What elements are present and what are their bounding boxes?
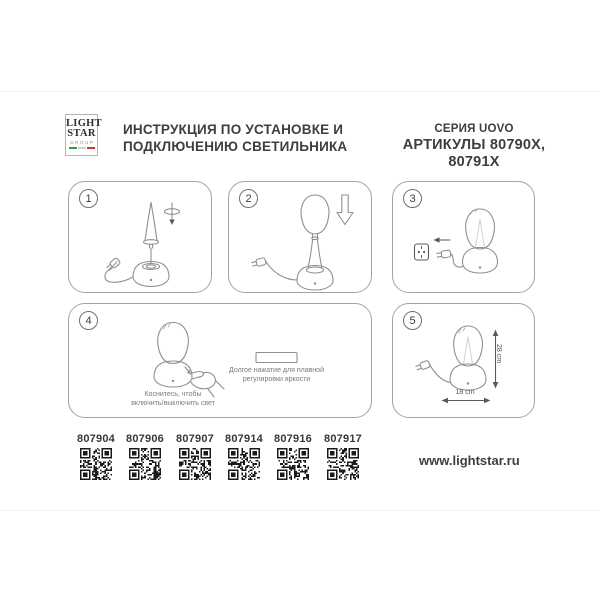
qr-code (327, 448, 359, 480)
plug-icon (437, 250, 451, 259)
width-dimension-label: 18 cm (455, 389, 475, 396)
card-top-edge (0, 91, 600, 92)
italian-flag-icon (66, 147, 97, 150)
step-3-illustration (393, 182, 536, 294)
power-cord (266, 261, 298, 280)
title-line-2: ПОДКЛЮЧЕНИЮ СВЕТИЛЬНИКА (123, 139, 348, 154)
step-5-badge: 5 (403, 311, 422, 330)
title-line-1: ИНСТРУКЦИЯ ПО УСТАНОВКЕ И (123, 122, 344, 137)
step-5-illustration (393, 304, 536, 419)
step-2-panel (228, 181, 372, 293)
cone-on-base-drawing (297, 240, 333, 290)
plug-icon (251, 257, 266, 267)
article-number: 807914 (225, 433, 263, 445)
assembled-lamp-drawing (463, 209, 498, 273)
logo-star: STAR (67, 127, 96, 139)
card-bottom-edge (0, 510, 600, 511)
article-number: 807916 (274, 433, 312, 445)
logo-light: LIGHT (66, 118, 102, 129)
series-label: СЕРИЯ UOVO (434, 123, 514, 135)
egg-shade-icon (301, 195, 329, 240)
qr-code (277, 448, 309, 480)
articles-line-2: 80791X (448, 154, 500, 170)
width-dimension-arrow-icon (442, 398, 491, 403)
step-1-panel (68, 181, 212, 293)
article-number: 807904 (77, 433, 115, 445)
series-block (398, 123, 550, 171)
articles-line-1: АРТИКУЛЫ 80790X, (402, 137, 546, 153)
qr-code (129, 448, 161, 480)
step-5-panel (392, 303, 535, 418)
step-3-badge: 3 (403, 189, 422, 208)
plug-icon (415, 360, 430, 371)
bulb-cone-icon (144, 203, 159, 249)
step-3-panel (392, 181, 535, 293)
article-column (321, 433, 365, 485)
qr-code (179, 448, 211, 480)
article-column (123, 433, 167, 485)
step-2-illustration (229, 182, 373, 294)
plug-direction-arrow-icon (434, 237, 451, 243)
qr-code (80, 448, 112, 480)
article-column (222, 433, 266, 485)
lamp-base-drawing (133, 262, 169, 287)
logo-group: GROUP (70, 139, 95, 145)
assembled-lamp-drawing (154, 323, 192, 388)
article-column (173, 433, 217, 485)
step-1-illustration (69, 182, 213, 294)
step-4-badge: 4 (79, 311, 98, 330)
screw-rotation-icon (165, 203, 180, 225)
page-title (123, 121, 363, 155)
article-number: 807906 (126, 433, 164, 445)
step-4-panel (68, 303, 372, 418)
wall-socket-icon (415, 244, 429, 260)
qr-code (228, 448, 260, 480)
website-url: www.lightstar.ru (419, 453, 520, 468)
lightstar-logo (65, 114, 102, 156)
long-press-button-icon (256, 353, 297, 363)
power-cord (429, 364, 450, 383)
height-dimension-label: 28 cm (495, 344, 502, 364)
down-arrow-icon (337, 195, 353, 225)
article-column (74, 433, 118, 485)
article-number: 807917 (324, 433, 362, 445)
power-cord (451, 254, 463, 268)
article-number: 807907 (176, 433, 214, 445)
long-press-caption: Долгое нажатие для плавной регулировки яркости (229, 367, 324, 383)
touch-caption: Коснитесь, чтобы включить/выключить свет (131, 391, 215, 407)
step-1-badge: 1 (79, 189, 98, 208)
plug-icon (106, 257, 121, 271)
assembled-lamp-drawing (450, 326, 486, 390)
article-column (271, 433, 315, 485)
step-2-badge: 2 (239, 189, 258, 208)
